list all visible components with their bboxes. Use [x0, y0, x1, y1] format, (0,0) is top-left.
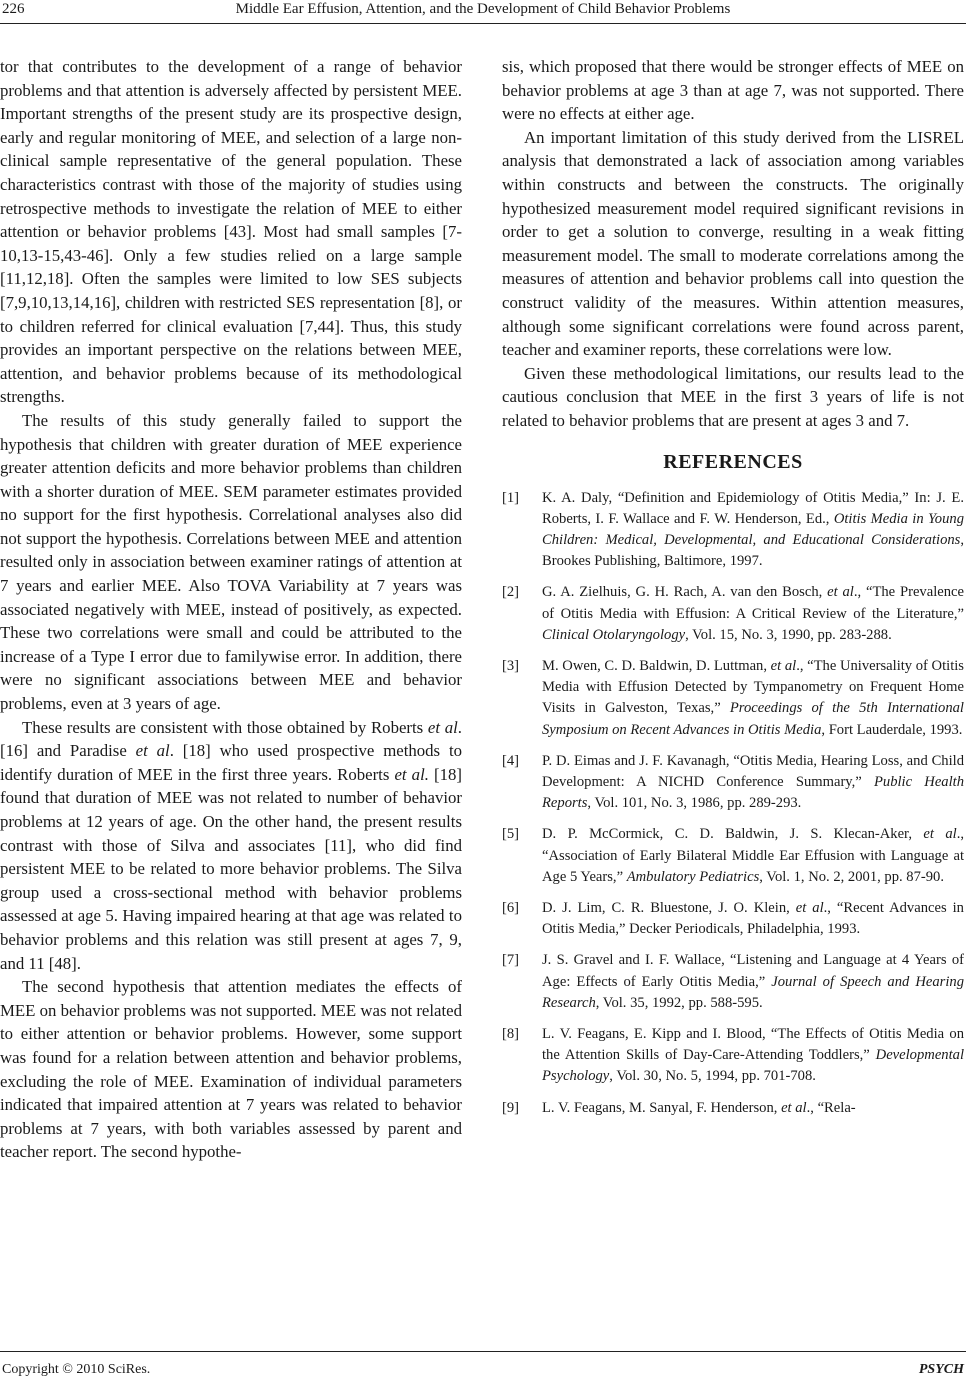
reference-item: [1] K. A. Daly, “Definition and Epidemiology of Otitis Media,” In: J. E. Roberts, I. F. Wallace and F. W. Henderson, Ed., Otitis Media in Young Children: Medical, Developmental, and Educational Considerations, Brookes Publishing, Baltimore, 1997.: [502, 489, 964, 570]
references-heading: REFERENCES: [663, 450, 803, 473]
page-number: 226: [2, 1, 25, 17]
left-column: [0, 55, 462, 1164]
reference-number: [2]: [502, 584, 520, 601]
reference-number: [6]: [502, 899, 520, 916]
reference-list: [502, 488, 964, 1119]
running-title: Middle Ear Effusion, Attention, and the Development of Child Behavior Problems: [235, 1, 731, 17]
reference-item: [9] L. V. Feagans, M. Sanyal, F. Henderson, et al., “Rela-: [502, 1098, 964, 1119]
reference-item: [6] D. J. Lim, C. R. Bluestone, J. O. Klein, et al., “Recent Advances in Otitis Media,” Decker Periodicals, Philadelphia, 1993.: [502, 899, 964, 938]
page-footer: [0, 1362, 966, 1382]
journal-name: PSYCH: [918, 1362, 964, 1377]
reference-number: [7]: [502, 952, 520, 969]
paragraph: The second hypothesis that attention mediates the effects of MEE on behavior problems was not supported. MEE was not related to either attention or behavior problems. However, some support was found for a relation between attention and behavior problems, excluding the role of MEE. Examination of individual parameters indicated that impaired attention at 7 years was related to behavior problems at 7 years, with both variables assessed by parent and teacher report. The second hypothe-: [0, 977, 462, 1162]
reference-item: [3] M. Owen, C. D. Baldwin, D. Luttman, et al., “The Universality of Otitis Media with Effusion Detected by Tympanometry on Frequent Home Visits in Galveston, Texas,” Proceedings of the 5th International Symposium on Recent Advances in Otitis Media, Fort Lauderdale, 1993.: [502, 657, 964, 738]
footer-rule: [0, 1351, 966, 1352]
reference-item: [2] G. A. Zielhuis, G. H. Rach, A. van den Bosch, et al., “The Prevalence of Otitis Media with Effusion: A Critical Review of the Literature,” Clinical Otolaryngology, Vol. 15, No. 3, 1990, pp. 283-288.: [502, 584, 964, 643]
reference-item: [4] P. D. Eimas and J. F. Kavanagh, “Otitis Media, Hearing Loss, and Child Development: A NICHD Conference Summary,” Public Health Reports, Vol. 101, No. 3, 1986, pp. 289-293.: [502, 752, 964, 812]
reference-item: [8] L. V. Feagans, E. Kipp and I. Blood, “The Effects of Otitis Media on the Attention Skills of Day-Care-Attending Toddlers,” Developmental Psychology, Vol. 30, No. 5, 1994, pp. 701-708.: [502, 1025, 964, 1085]
paragraph: These results are consistent with those obtained by Roberts et al. [16] and Paradise et al. [18] who used prospective methods to identify duration of MEE in the first three years. Roberts et al. [18] found that duration of MEE was not related to number of behavior problems at 12 years of age. On the other hand, the present results contrast with those of Silva and associates [11], who did find persistent MEE to be related to more behavior problems. The Silva group used a cross-sectional method with behavior problems assessed at age 5. Having impaired hearing at that age was related to behavior problems and this relation was still present at ages 7, 9, and 11 [48].: [0, 717, 463, 973]
reference-number: [3]: [502, 657, 520, 674]
reference-item: [7] J. S. Gravel and I. F. Wallace, “Listening and Language at 4 Years of Age: Effects of Early Otitis Media,” Journal of Speech and Hearing Research, Vol. 35, 1992, pp. 588-595.: [502, 952, 964, 1011]
header-rule: [0, 23, 966, 24]
paragraph: An important limitation of this study derived from the LISREL analysis that demonstrated a lack of association among variables within constructs and between the constructs. The originally hypothesized measurement model required significant revisions in order to get a solution to converge, resulting in a weak fitting measurement model. The small to moderate correlations among the measures of attention and behavior problems call into question the construct validity of the measures. Within attention measures, although some significant correlations were found across parent, teacher and examiner reports, these correlations were low.: [502, 127, 964, 360]
reference-number: [1]: [502, 489, 520, 506]
paragraph: sis, which proposed that there would be stronger effects of MEE on behavior problems at age 3 than at age 7, was not supported. There were no effects at either age.: [502, 57, 964, 124]
paragraph: The results of this study generally failed to support the hypothesis that children with greater duration of MEE experience greater attention deficits and more behavior problems than children with a shorter duration of MEE. SEM parameter estimates provided no support for the first hypothesis. Correlational analyses also did not support the hypothesis. Correlations between MEE and attention resulted only in association between examiner ratings of attention at 7 years and earlier MEE. Also TOVA Variability at 7 years was associated negatively with MEE, instead of positively, as expected. These two correlations were small and could be attributed to the increase of a Type I error due to familywise error. In addition, there were no significant associations between MEE and behavior problems, even at 3 years of age.: [0, 410, 462, 714]
paragraph: Given these methodological limitations, our results lead to the cautious conclusion that MEE in the first 3 years of life is not related to behavior problems that are present at ages 3 and 7.: [502, 363, 964, 430]
paragraph: tor that contributes to the development of a range of behavior problems and that attention is adversely affected by persistent MEE. Important strengths of the present study are its prospective design, early and regular monitoring of MEE, and selection of a large non-clinical sample representative of the general population. These characteristics contrast with those of the majority of studies using retrospective methods to investigate the relation of MEE to either attention or behavior problems [43]. Most had small samples [7-10,13-15,43-46]. Only a few studies relied on a large sample [11,12,18]. Often the samples were limited to low SES subjects [7,9,10,13,14,16], children with restricted SES representation [8], or to children referred for clinical evaluation [7,44]. Thus, this study provides an important perspective on the relations between MEE, attention, and behavior problems because of its methodological strengths.: [0, 57, 462, 407]
reference-number: [4]: [502, 752, 520, 769]
copyright-notice: Copyright © 2010 SciRes.: [2, 1362, 151, 1377]
reference-number: [8]: [502, 1025, 520, 1042]
reference-number: [5]: [502, 826, 520, 843]
reference-item: [5] D. P. McCormick, C. D. Baldwin, J. S. Klecan-Aker, et al., “Association of Early Bilateral Middle Ear Effusion with Language at Age 5 Years,” Ambulatory Pediatrics, Vol. 1, No. 2, 2001, pp. 87-90.: [502, 826, 964, 885]
page-header: [0, 0, 966, 22]
reference-number: [9]: [502, 1099, 520, 1116]
right-column: [502, 55, 964, 1129]
